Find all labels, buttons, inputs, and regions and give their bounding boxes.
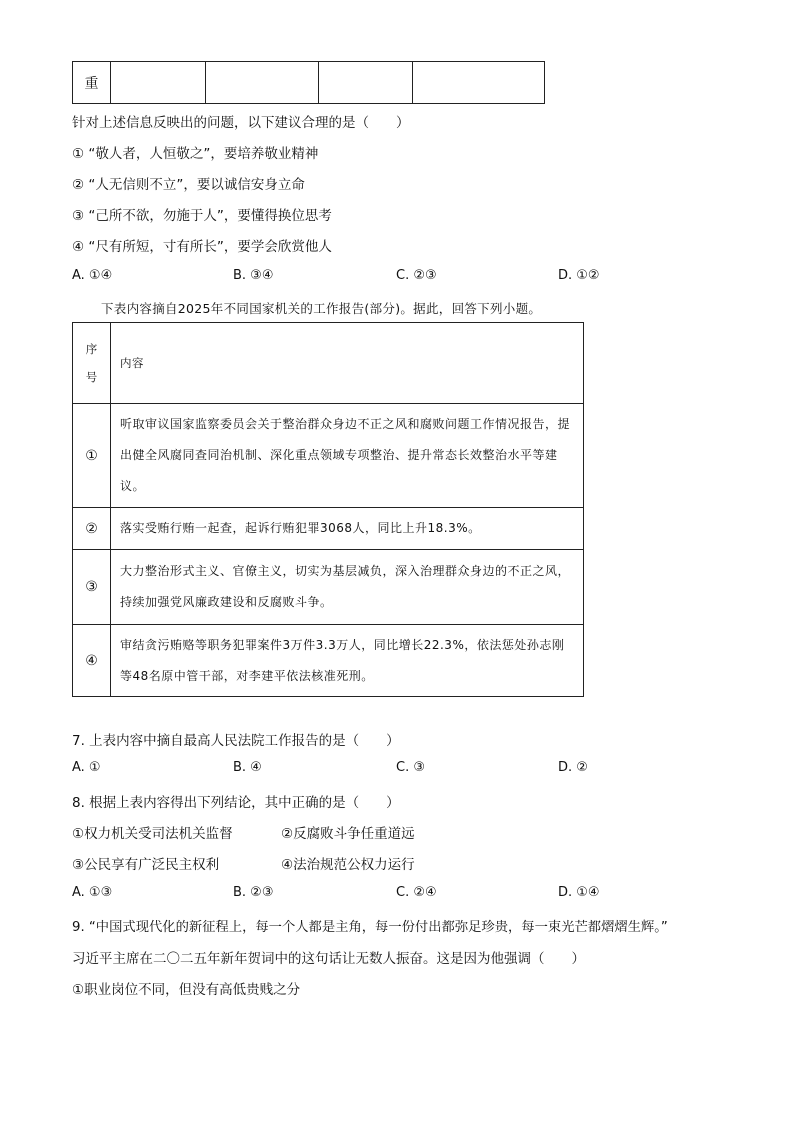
table-cell: [206, 62, 319, 104]
row-content: 听取审议国家监察委员会关于整治群众身边不正之风和腐败问题工作情况报告，提出健全风腐同查同治机制、深化重点领域专项整治、提升常态长效整治水平等建议。: [111, 404, 584, 508]
table-cell: [111, 62, 206, 104]
row-content: 审结贪污贿赂等职务犯罪案件3万件3.3万人，同比增长22.3%，依法惩处孙志刚等48名原中管干部，对李建平依法核准死刑。: [111, 625, 584, 697]
question-8-choice-b: B. ②③: [233, 885, 274, 900]
question-9-stem-line: 习近平主席在二〇二五年新年贺词中的这句话让无数人振奋。这是因为他强调（ ）: [72, 951, 585, 967]
question-7-choice-d: D. ②: [558, 760, 588, 775]
row-number: ④: [73, 625, 111, 697]
question-7-choice-b: B. ④: [233, 760, 262, 775]
question-8-item: ③公民享有广泛民主权利: [72, 857, 220, 873]
table-cell: 重: [73, 62, 111, 104]
question-6-choice-b: B. ③④: [233, 268, 274, 283]
question-6-item: ④ “尺有所短，寸有所长”，要学会欣赏他人: [72, 239, 332, 255]
table-row: [73, 625, 584, 697]
question-8-stem: 8. 根据上表内容得出下列结论，其中正确的是（ ）: [72, 795, 400, 811]
table-intro: 下表内容摘自2025年不同国家机关的工作报告(部分)。据此，回答下列小题。: [101, 301, 542, 316]
question-6-choice-a: A. ①④: [72, 268, 113, 283]
table-row: [73, 404, 584, 508]
question-6-item: ③ “己所不欲，勿施于人”，要懂得换位思考: [72, 208, 332, 224]
question-7-stem: 7. 上表内容中摘自最高人民法院工作报告的是（ ）: [72, 733, 400, 749]
table-row: [73, 508, 584, 550]
table-row: [73, 550, 584, 625]
table-row: [73, 62, 545, 104]
question-8-item: ④法治规范公权力运行: [281, 857, 415, 873]
row-number: ①: [73, 404, 111, 508]
question-8-choice-d: D. ①④: [558, 885, 600, 900]
question-6-item: ② “人无信则不立”，要以诚信安身立命: [72, 177, 305, 193]
row-content: 大力整治形式主义、官僚主义，切实为基层减负，深入治理群众身边的不正之风，持续加强党风廉政建设和反腐败斗争。: [111, 550, 584, 625]
table-cell: [413, 62, 545, 104]
question-6-choice-d: D. ①②: [558, 268, 600, 283]
header-number-cell: [73, 323, 111, 404]
row-number: ③: [73, 550, 111, 625]
question-7-choice-a: A. ①: [72, 760, 101, 775]
header-content-cell: 内容: [111, 323, 584, 404]
header-number-line: 序: [85, 342, 98, 356]
header-number-line: 号: [85, 370, 98, 384]
top-table-fragment: [72, 61, 545, 104]
question-8-item: ②反腐败斗争任重道远: [281, 826, 415, 842]
report-table: [72, 322, 584, 697]
question-8-choice-c: C. ②④: [396, 885, 437, 900]
table-header-row: [73, 323, 584, 404]
question-6-item: ① “敬人者，人恒敬之”，要培养敬业精神: [72, 146, 319, 162]
question-6-choice-c: C. ②③: [396, 268, 437, 283]
question-6-stem: 针对上述信息反映出的问题，以下建议合理的是（ ）: [72, 115, 410, 131]
question-8-item: ①权力机关受司法机关监督: [72, 826, 233, 842]
question-8-choice-a: A. ①③: [72, 885, 113, 900]
row-content: 落实受贿行贿一起查，起诉行贿犯罪3068人，同比上升18.3%。: [111, 508, 584, 550]
question-9-stem-line: 9. “中国式现代化的新征程上，每一个人都是主角，每一份付出都弥足珍贵，每一束光芒都熠熠生辉。”: [72, 920, 668, 935]
question-9-item: ①职业岗位不同，但没有高低贵贱之分: [72, 982, 301, 998]
question-7-choice-c: C. ③: [396, 760, 425, 775]
table-cell: [319, 62, 413, 104]
row-number: ②: [73, 508, 111, 550]
